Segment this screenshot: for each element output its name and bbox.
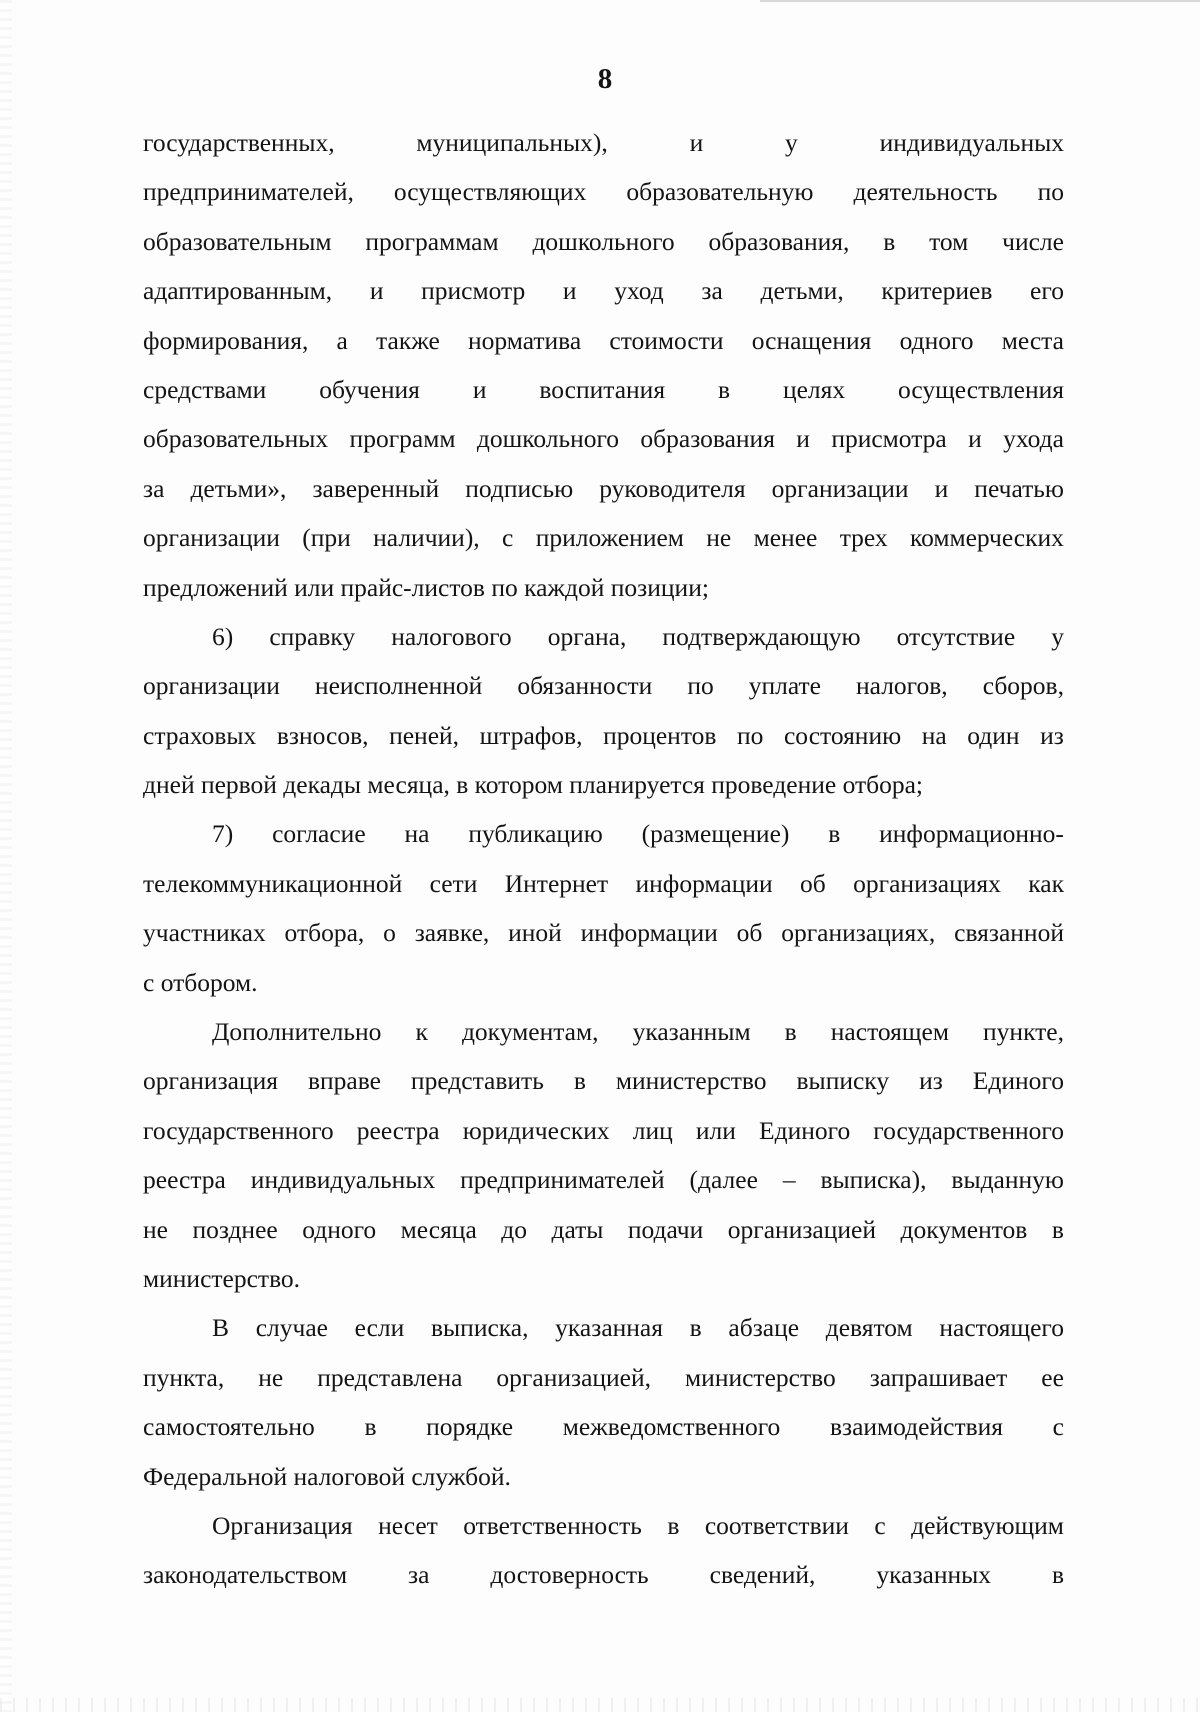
text-line: дней первой декады месяца, в котором планируется проведение отбора;: [143, 770, 924, 800]
text-line: участниках отбора, о заявке, иной информации об организациях, связанной: [143, 918, 1064, 948]
text-line: 7) согласие на публикацию (размещение) в информационно-: [212, 819, 1064, 849]
scan-noise-bottom: [0, 1698, 1200, 1712]
text-line: формирования, а также норматива стоимости оснащения одного места: [143, 325, 1064, 355]
text-line: с отбором.: [143, 967, 258, 997]
page-number: 8: [597, 63, 613, 95]
text-line: Федеральной налоговой службой.: [143, 1461, 511, 1491]
scan-edge-left: [0, 0, 12, 1712]
scan-edge-top: [760, 0, 1200, 2]
document-body: [143, 118, 1064, 1600]
text-line: страховых взносов, пеней, штрафов, процентов по состоянию на один из: [143, 720, 1064, 750]
text-line: организации неисполненной обязанности по уплате налогов, сборов,: [143, 671, 1064, 701]
text-line: средствами обучения и воспитания в целях осуществления: [143, 374, 1064, 404]
text-line: законодательством за достоверность сведений, указанных в: [143, 1560, 1064, 1590]
text-line: организации (при наличии), с приложением не менее трех коммерческих: [143, 523, 1064, 553]
text-line: министерство.: [143, 1263, 301, 1293]
text-line: организация вправе представить в министерство выписку из Единого: [143, 1066, 1064, 1096]
text-line: государственного реестра юридических лиц или Единого государственного: [143, 1115, 1064, 1145]
text-line: пункта, не представлена организацией, министерство запрашивает ее: [143, 1362, 1064, 1392]
text-line: образовательных программ дошкольного образования и присмотра и ухода: [143, 424, 1064, 454]
text-line: реестра индивидуальных предпринимателей (далее – выписка), выданную: [143, 1165, 1064, 1195]
text-line: 6) справку налогового органа, подтверждающую отсутствие у: [212, 621, 1064, 651]
text-line: предложений или прайс-листов по каждой позиции;: [143, 572, 709, 602]
text-line: образовательным программам дошкольного образования, в том числе: [143, 226, 1064, 256]
text-line: самостоятельно в порядке межведомственного взаимодействия с: [143, 1412, 1064, 1442]
text-line: Дополнительно к документам, указанным в настоящем пункте,: [212, 1017, 1064, 1047]
text-line: предпринимателей, осуществляющих образовательную деятельность по: [143, 177, 1064, 207]
text-line: не позднее одного месяца до даты подачи организацией документов в: [143, 1214, 1064, 1244]
text-line: государственных, муниципальных), и у индивидуальных: [143, 128, 1064, 157]
text-line: Организация несет ответственность в соответствии с действующим: [212, 1510, 1064, 1540]
text-line: телекоммуникационной сети Интернет информации об организациях как: [143, 868, 1064, 898]
text-line: за детьми», заверенный подписью руководителя организации и печатью: [143, 473, 1064, 503]
text-line: В случае если выписка, указанная в абзаце девятом настоящего: [212, 1313, 1064, 1343]
text-line: адаптированным, и присмотр и уход за детьми, критериев его: [143, 276, 1064, 306]
